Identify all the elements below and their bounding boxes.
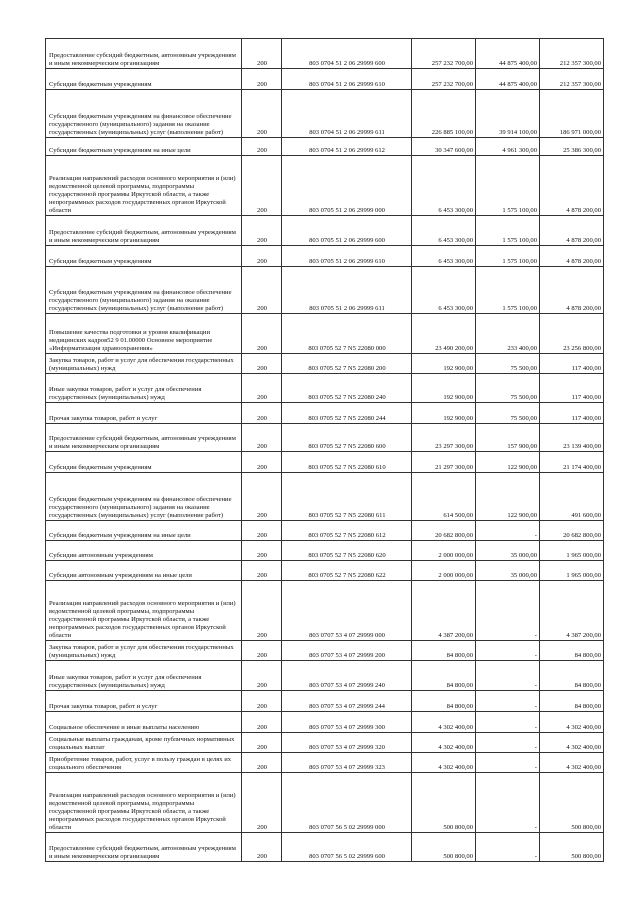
- budget-code-cell: 803 0707 56 5 02 29999 000: [282, 773, 412, 833]
- amount-cell: 614 500,00: [412, 473, 476, 521]
- budget-code-cell: 803 0705 52 7 N5 22080 200: [282, 354, 412, 374]
- change-amount-cell: -: [476, 641, 540, 661]
- expense-name-cell: Закупка товаров, работ и услуг для обеспечения государственных (муниципальных) нужд: [46, 354, 242, 374]
- expense-name-cell: Субсидии бюджетным учреждениям: [46, 452, 242, 473]
- total-amount-cell: 4 878 200,00: [540, 216, 604, 246]
- table-row: [46, 374, 604, 403]
- change-amount-cell: -: [476, 691, 540, 712]
- change-amount-cell: -: [476, 661, 540, 691]
- amount-cell: 6 453 300,00: [412, 156, 476, 216]
- amount-cell: 23 297 300,00: [412, 424, 476, 452]
- total-amount-cell: 4 878 200,00: [540, 246, 604, 267]
- budget-code-cell: 803 0705 52 7 N5 22080 611: [282, 473, 412, 521]
- change-amount-cell: 4 961 300,00: [476, 138, 540, 156]
- amount-cell: 192 900,00: [412, 374, 476, 403]
- budget-code-cell: 803 0704 51 2 06 29999 610: [282, 69, 412, 90]
- amount-cell: 500 800,00: [412, 833, 476, 862]
- budget-code-cell: 803 0705 52 7 N5 22080 600: [282, 424, 412, 452]
- admin-code-cell: 200: [242, 156, 282, 216]
- total-amount-cell: 84 800,00: [540, 661, 604, 691]
- amount-cell: 4 302 400,00: [412, 712, 476, 733]
- expense-name-cell: Субсидии бюджетным учреждениям на финансовое обеспечение государственного (муниципального) задания на оказание государственных (муниципальных) услуг (выполнение работ): [46, 267, 242, 314]
- table-row: [46, 712, 604, 733]
- budget-table-body: [46, 39, 604, 862]
- expense-name-cell: Прочая закупка товаров, работ и услуг: [46, 403, 242, 424]
- table-row: [46, 581, 604, 641]
- total-amount-cell: 84 800,00: [540, 691, 604, 712]
- admin-code-cell: 200: [242, 561, 282, 581]
- change-amount-cell: 1 575 100,00: [476, 216, 540, 246]
- amount-cell: 4 302 400,00: [412, 733, 476, 753]
- budget-code-cell: 803 0705 51 2 06 29999 610: [282, 246, 412, 267]
- change-amount-cell: -: [476, 753, 540, 773]
- budget-code-cell: 803 0707 56 5 02 29999 600: [282, 833, 412, 862]
- amount-cell: 226 885 100,00: [412, 90, 476, 138]
- expense-name-cell: Субсидии бюджетным учреждениям: [46, 246, 242, 267]
- expense-name-cell: Закупка товаров, работ и услуг для обеспечения государственных (муниципальных) нужд: [46, 641, 242, 661]
- admin-code-cell: 200: [242, 733, 282, 753]
- total-amount-cell: 117 400,00: [540, 403, 604, 424]
- change-amount-cell: 122 900,00: [476, 452, 540, 473]
- table-row: [46, 314, 604, 354]
- amount-cell: 2 000 000,00: [412, 561, 476, 581]
- change-amount-cell: 75 500,00: [476, 354, 540, 374]
- budget-code-cell: 803 0705 51 2 06 29999 600: [282, 216, 412, 246]
- change-amount-cell: -: [476, 773, 540, 833]
- change-amount-cell: 1 575 100,00: [476, 267, 540, 314]
- amount-cell: 257 232 700,00: [412, 39, 476, 69]
- table-row: [46, 691, 604, 712]
- total-amount-cell: 4 302 400,00: [540, 733, 604, 753]
- expense-name-cell: Предоставление субсидий бюджетным, автономным учреждениям и иным некоммерческим организациям: [46, 833, 242, 862]
- admin-code-cell: 200: [242, 424, 282, 452]
- expense-name-cell: Реализация направлений расходов основного мероприятия и (или) ведомственной целевой программы, подпрограммы государственной программы Иркутской области, а также непрограммных расходов государственных органов Иркутской области: [46, 773, 242, 833]
- table-row: [46, 541, 604, 561]
- change-amount-cell: 122 900,00: [476, 473, 540, 521]
- admin-code-cell: 200: [242, 691, 282, 712]
- expense-name-cell: Реализация направлений расходов основного мероприятия и (или) ведомственной целевой программы, подпрограммы государственной программы Иркутской области, а также непрограммных расходов государственных органов Иркутской области: [46, 581, 242, 641]
- table-row: [46, 267, 604, 314]
- budget-code-cell: 803 0707 53 4 07 29999 323: [282, 753, 412, 773]
- change-amount-cell: 35 000,00: [476, 561, 540, 581]
- change-amount-cell: 44 875 400,00: [476, 39, 540, 69]
- admin-code-cell: 200: [242, 403, 282, 424]
- total-amount-cell: 186 971 000,00: [540, 90, 604, 138]
- table-row: [46, 403, 604, 424]
- amount-cell: 6 453 300,00: [412, 246, 476, 267]
- change-amount-cell: -: [476, 712, 540, 733]
- total-amount-cell: 212 357 300,00: [540, 69, 604, 90]
- admin-code-cell: 200: [242, 521, 282, 541]
- expense-name-cell: Реализация направлений расходов основного мероприятия и (или) ведомственной целевой программы, подпрограммы государственной программы Иркутской области, а также непрограммных расходов государственных органов Иркутской области: [46, 156, 242, 216]
- total-amount-cell: 4 878 200,00: [540, 267, 604, 314]
- table-row: [46, 641, 604, 661]
- expense-name-cell: Субсидии бюджетным учреждениям на иные цели: [46, 521, 242, 541]
- total-amount-cell: 25 386 300,00: [540, 138, 604, 156]
- table-row: [46, 753, 604, 773]
- amount-cell: 4 302 400,00: [412, 753, 476, 773]
- budget-code-cell: 803 0705 52 7 N5 22080 000: [282, 314, 412, 354]
- total-amount-cell: 117 400,00: [540, 374, 604, 403]
- table-row: [46, 138, 604, 156]
- total-amount-cell: 1 965 000,00: [540, 561, 604, 581]
- change-amount-cell: 35 000,00: [476, 541, 540, 561]
- expense-name-cell: Социальное обеспечение и иные выплаты населению: [46, 712, 242, 733]
- expense-name-cell: Субсидии бюджетным учреждениям на финансовое обеспечение государственного (муниципального) задания на оказание государственных (муниципальных) услуг (выполнение работ): [46, 90, 242, 138]
- change-amount-cell: 75 500,00: [476, 403, 540, 424]
- table-row: [46, 833, 604, 862]
- admin-code-cell: 200: [242, 354, 282, 374]
- table-row: [46, 561, 604, 581]
- table-row: [46, 424, 604, 452]
- change-amount-cell: -: [476, 581, 540, 641]
- expense-name-cell: Субсидии автономным учреждениям на иные цели: [46, 561, 242, 581]
- total-amount-cell: 4 302 400,00: [540, 712, 604, 733]
- amount-cell: 257 232 700,00: [412, 69, 476, 90]
- expense-name-cell: Приобретение товаров, работ, услуг в пользу граждан в целях их социального обеспечения: [46, 753, 242, 773]
- budget-code-cell: 803 0707 53 4 07 29999 320: [282, 733, 412, 753]
- admin-code-cell: 200: [242, 753, 282, 773]
- total-amount-cell: 23 256 800,00: [540, 314, 604, 354]
- admin-code-cell: 200: [242, 246, 282, 267]
- change-amount-cell: -: [476, 833, 540, 862]
- table-row: [46, 39, 604, 69]
- total-amount-cell: 212 357 300,00: [540, 39, 604, 69]
- amount-cell: 192 900,00: [412, 403, 476, 424]
- expense-name-cell: Субсидии бюджетным учреждениям на иные цели: [46, 138, 242, 156]
- budget-code-cell: 803 0707 53 4 07 29999 300: [282, 712, 412, 733]
- admin-code-cell: 200: [242, 833, 282, 862]
- budget-code-cell: 803 0705 52 7 N5 22080 240: [282, 374, 412, 403]
- total-amount-cell: 4 302 400,00: [540, 753, 604, 773]
- expense-name-cell: Субсидии автономным учреждениям: [46, 541, 242, 561]
- total-amount-cell: 21 174 400,00: [540, 452, 604, 473]
- table-row: [46, 733, 604, 753]
- admin-code-cell: 200: [242, 39, 282, 69]
- admin-code-cell: 200: [242, 541, 282, 561]
- budget-code-cell: 803 0705 52 7 N5 22080 610: [282, 452, 412, 473]
- table-row: [46, 90, 604, 138]
- budget-code-cell: 803 0707 53 4 07 29999 240: [282, 661, 412, 691]
- expense-name-cell: Субсидии бюджетным учреждениям на финансовое обеспечение государственного (муниципального) задания на оказание государственных (муниципальных) услуг (выполнение работ): [46, 473, 242, 521]
- admin-code-cell: 200: [242, 712, 282, 733]
- admin-code-cell: 200: [242, 314, 282, 354]
- admin-code-cell: 200: [242, 473, 282, 521]
- total-amount-cell: 4 387 200,00: [540, 581, 604, 641]
- total-amount-cell: 4 878 200,00: [540, 156, 604, 216]
- total-amount-cell: 500 800,00: [540, 773, 604, 833]
- change-amount-cell: 157 900,00: [476, 424, 540, 452]
- table-row: [46, 246, 604, 267]
- amount-cell: 23 490 200,00: [412, 314, 476, 354]
- budget-code-cell: 803 0704 51 2 06 29999 600: [282, 39, 412, 69]
- amount-cell: 6 453 300,00: [412, 267, 476, 314]
- table-row: [46, 354, 604, 374]
- total-amount-cell: 23 139 400,00: [540, 424, 604, 452]
- amount-cell: 500 800,00: [412, 773, 476, 833]
- table-row: [46, 69, 604, 90]
- total-amount-cell: 117 400,00: [540, 354, 604, 374]
- table-row: [46, 216, 604, 246]
- change-amount-cell: 233 400,00: [476, 314, 540, 354]
- total-amount-cell: 491 600,00: [540, 473, 604, 521]
- total-amount-cell: 1 965 000,00: [540, 541, 604, 561]
- total-amount-cell: 500 800,00: [540, 833, 604, 862]
- expense-name-cell: Прочая закупка товаров, работ и услуг: [46, 691, 242, 712]
- budget-code-cell: 803 0705 52 7 N5 22080 620: [282, 541, 412, 561]
- change-amount-cell: 75 500,00: [476, 374, 540, 403]
- budget-code-cell: 803 0707 53 4 07 29999 244: [282, 691, 412, 712]
- admin-code-cell: 200: [242, 374, 282, 403]
- amount-cell: 21 297 300,00: [412, 452, 476, 473]
- expense-name-cell: Иные закупки товаров, работ и услуг для обеспечения государственных (муниципальных) нужд: [46, 374, 242, 403]
- expense-name-cell: Повышение качества подготовки и уровня квалификации медицинских кадров52 9 01.00000 Основное мероприятие «Информатизация здравоохранения»: [46, 314, 242, 354]
- amount-cell: 30 347 600,00: [412, 138, 476, 156]
- budget-code-cell: 803 0707 53 4 07 29999 000: [282, 581, 412, 641]
- table-row: [46, 452, 604, 473]
- expense-name-cell: Субсидии бюджетным учреждениям: [46, 69, 242, 90]
- budget-code-cell: 803 0705 51 2 06 29999 611: [282, 267, 412, 314]
- expense-name-cell: Предоставление субсидий бюджетным, автономным учреждениям и иным некоммерческим организациям: [46, 424, 242, 452]
- change-amount-cell: -: [476, 521, 540, 541]
- budget-code-cell: 803 0705 52 7 N5 22080 612: [282, 521, 412, 541]
- admin-code-cell: 200: [242, 773, 282, 833]
- admin-code-cell: 200: [242, 641, 282, 661]
- amount-cell: 2 000 000,00: [412, 541, 476, 561]
- table-row: [46, 473, 604, 521]
- change-amount-cell: 1 575 100,00: [476, 156, 540, 216]
- change-amount-cell: 1 575 100,00: [476, 246, 540, 267]
- admin-code-cell: 200: [242, 267, 282, 314]
- amount-cell: 84 800,00: [412, 691, 476, 712]
- table-row: [46, 661, 604, 691]
- amount-cell: 84 800,00: [412, 661, 476, 691]
- amount-cell: 84 800,00: [412, 641, 476, 661]
- total-amount-cell: 84 800,00: [540, 641, 604, 661]
- admin-code-cell: 200: [242, 661, 282, 691]
- budget-code-cell: 803 0704 51 2 06 29999 612: [282, 138, 412, 156]
- table-row: [46, 156, 604, 216]
- expense-name-cell: Социальные выплаты гражданам, кроме публичных нормативных социальных выплат: [46, 733, 242, 753]
- admin-code-cell: 200: [242, 581, 282, 641]
- budget-code-cell: 803 0705 52 7 N5 22080 244: [282, 403, 412, 424]
- change-amount-cell: 44 875 400,00: [476, 69, 540, 90]
- budget-code-cell: 803 0705 52 7 N5 22080 622: [282, 561, 412, 581]
- admin-code-cell: 200: [242, 69, 282, 90]
- budget-table: [45, 38, 604, 862]
- expense-name-cell: Предоставление субсидий бюджетным, автономным учреждениям и иным некоммерческим организациям: [46, 39, 242, 69]
- admin-code-cell: 200: [242, 216, 282, 246]
- amount-cell: 4 387 200,00: [412, 581, 476, 641]
- admin-code-cell: 200: [242, 90, 282, 138]
- table-row: [46, 521, 604, 541]
- admin-code-cell: 200: [242, 452, 282, 473]
- amount-cell: 6 453 300,00: [412, 216, 476, 246]
- budget-code-cell: 803 0705 51 2 06 29999 000: [282, 156, 412, 216]
- admin-code-cell: 200: [242, 138, 282, 156]
- table-row: [46, 773, 604, 833]
- change-amount-cell: 39 914 100,00: [476, 90, 540, 138]
- expense-name-cell: Иные закупки товаров, работ и услуг для обеспечения государственных (муниципальных) нужд: [46, 661, 242, 691]
- amount-cell: 20 682 800,00: [412, 521, 476, 541]
- change-amount-cell: -: [476, 733, 540, 753]
- total-amount-cell: 20 682 800,00: [540, 521, 604, 541]
- budget-code-cell: 803 0704 51 2 06 29999 611: [282, 90, 412, 138]
- expense-name-cell: Предоставление субсидий бюджетным, автономным учреждениям и иным некоммерческим организациям: [46, 216, 242, 246]
- budget-code-cell: 803 0707 53 4 07 29999 200: [282, 641, 412, 661]
- amount-cell: 192 900,00: [412, 354, 476, 374]
